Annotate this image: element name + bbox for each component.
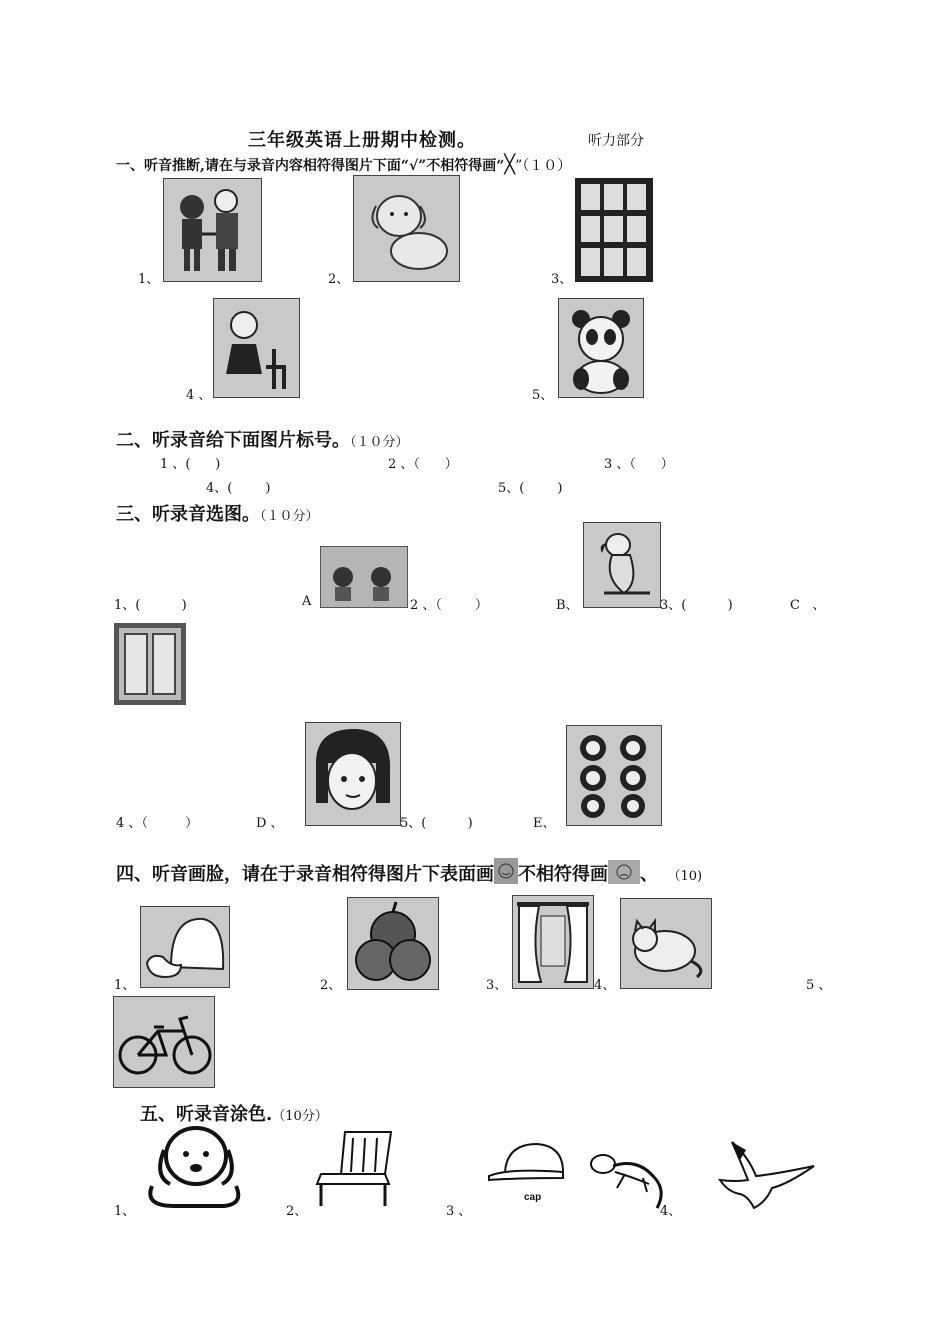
section3-heading: 三、听录音选图。（１０分） — [116, 504, 319, 525]
s3-option-b: B、 — [556, 598, 579, 613]
s3-option-c: C 、 — [790, 598, 826, 613]
s1-label-5: 5、 — [532, 388, 554, 403]
s2-item-1: 1 、( ) — [160, 457, 221, 472]
s5-label-2: 2、 — [286, 1204, 308, 1219]
sleeping-cat-icon — [620, 898, 712, 989]
section4-heading: 四、听音画脸，请在于录音相符得图片下表面画 不相符得画 、 （10) — [116, 858, 702, 886]
s5-label-3: 3 、 — [446, 1204, 472, 1219]
section1-heading: 一、听音推断,请在与录音内容相符得图片下面“√”不相符得画“╳”（１０） — [116, 154, 572, 175]
section5-heading: 五、听录音涂色.（10分） — [140, 1104, 328, 1125]
hat-icon — [140, 906, 230, 988]
s3-blank-5: 5、( ) — [400, 816, 473, 831]
s5-label-1: 1、 — [114, 1204, 136, 1219]
chair-outline-icon — [315, 1128, 397, 1208]
zoo-scene-icon — [320, 546, 408, 608]
s1-label-4: 4 、 — [186, 388, 212, 403]
dog-outline-icon — [134, 1120, 254, 1212]
apple-icon — [347, 897, 439, 990]
s3-option-a: A — [302, 594, 312, 609]
s1-label-2: 2、 — [328, 272, 350, 287]
s3-blank-4: 4 、（ ） — [116, 816, 199, 831]
section2-heading: 二、听录音给下面图片标号。（１０分） — [116, 430, 409, 451]
s3-option-d: D 、 — [256, 816, 284, 831]
smile-face-icon — [494, 858, 518, 884]
s3-blank-2: 2 、（ ） — [410, 598, 488, 613]
s2-item-3: 3 、（ ） — [604, 457, 674, 472]
page-subtitle: 听力部分 — [588, 133, 644, 149]
s4-label-1: 1、 — [114, 978, 136, 993]
s2-item-5: 5、( ) — [498, 481, 563, 496]
s5-label-4: 4、 — [660, 1204, 682, 1219]
pandas-group-icon — [566, 725, 662, 826]
s3-option-e: E、 — [533, 816, 556, 831]
window-icon — [575, 178, 653, 282]
eagle-icon — [718, 1136, 818, 1214]
parrot-icon — [583, 522, 661, 608]
s4-label-3: 3、 — [486, 978, 508, 993]
girl-chair-icon — [213, 298, 300, 398]
window-frame-icon — [114, 623, 186, 705]
bicycle-icon — [113, 996, 215, 1088]
s3-blank-3: 3、( ) — [660, 598, 733, 613]
s1-label-3: 3、 — [551, 272, 573, 287]
puppy-icon — [353, 175, 460, 282]
girl-face-icon — [305, 722, 401, 826]
cross-icon: ╳ — [504, 154, 516, 175]
sad-face-icon — [608, 860, 640, 884]
s3-blank-1: 1、( ) — [114, 598, 187, 613]
s4-label-4: 4、 — [594, 978, 616, 993]
panda-icon — [558, 298, 644, 398]
s4-label-5: 5 、 — [806, 978, 832, 993]
s2-item-2: 2 、（ ） — [388, 457, 458, 472]
page-title: 三年级英语上册期中检测。 — [248, 130, 476, 151]
curtains-icon — [512, 895, 594, 989]
cap-caption: cap — [524, 1192, 542, 1203]
s4-label-2: 2、 — [320, 978, 342, 993]
s1-label-1: 1、 — [138, 272, 160, 287]
boy-girl-handshake-icon — [163, 178, 262, 282]
s2-item-4: 4、( ) — [206, 481, 271, 496]
